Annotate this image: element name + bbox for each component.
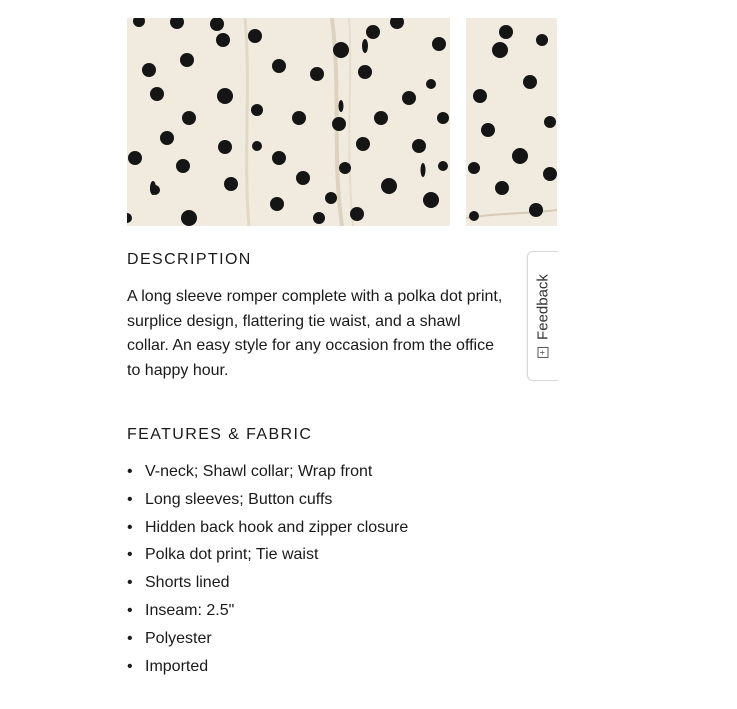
bullet-icon: • <box>127 629 133 647</box>
bullet-icon: • <box>127 657 133 675</box>
description-line: to happy hour. <box>127 361 229 379</box>
feedback-label: Feedback <box>534 274 552 340</box>
bullet-icon: • <box>127 463 133 480</box>
feature-text: Shorts lined <box>145 574 230 592</box>
feature-item <box>127 625 408 653</box>
feature-item <box>127 597 408 625</box>
feature-item <box>127 569 408 597</box>
description-line: A long sleeve romper complete with a polka dot print, <box>127 288 503 305</box>
bullet-icon: • <box>127 490 133 508</box>
description-line: surplice design, flattering tie waist, and a shawl <box>127 312 461 330</box>
bullet-icon: • <box>127 546 133 564</box>
product-image-detail[interactable] <box>466 18 557 226</box>
bullet-icon: • <box>127 574 133 592</box>
features-list <box>127 458 408 680</box>
feature-text: Hidden back hook and zipper closure <box>145 518 409 536</box>
feedback-tab-content <box>535 274 552 358</box>
description-line: collar. An easy style for any occasion from the office <box>127 337 494 354</box>
feature-item <box>127 486 408 514</box>
product-image-main[interactable] <box>127 18 450 226</box>
feature-text: Imported <box>145 657 209 675</box>
features-heading: FEATURES & FABRIC <box>127 426 313 443</box>
feedback-plus-icon: + <box>538 347 549 358</box>
feature-text: V-neck; Shawl collar; Wrap front <box>145 463 373 480</box>
bullet-icon: • <box>127 601 133 619</box>
feature-item <box>127 514 408 542</box>
feedback-tab[interactable] <box>527 251 558 381</box>
description-text <box>127 285 527 381</box>
feature-item <box>127 458 408 486</box>
feature-text: Polyester <box>145 629 212 647</box>
feature-text: Polka dot print; Tie waist <box>145 546 319 564</box>
feature-item <box>127 653 408 681</box>
product-image-gallery <box>127 18 557 226</box>
bullet-icon: • <box>127 518 133 536</box>
feature-text: Long sleeves; Button cuffs <box>145 490 333 508</box>
feature-item <box>127 541 408 569</box>
description-heading: DESCRIPTION <box>127 251 252 268</box>
feature-text: Inseam: 2.5" <box>145 601 235 619</box>
